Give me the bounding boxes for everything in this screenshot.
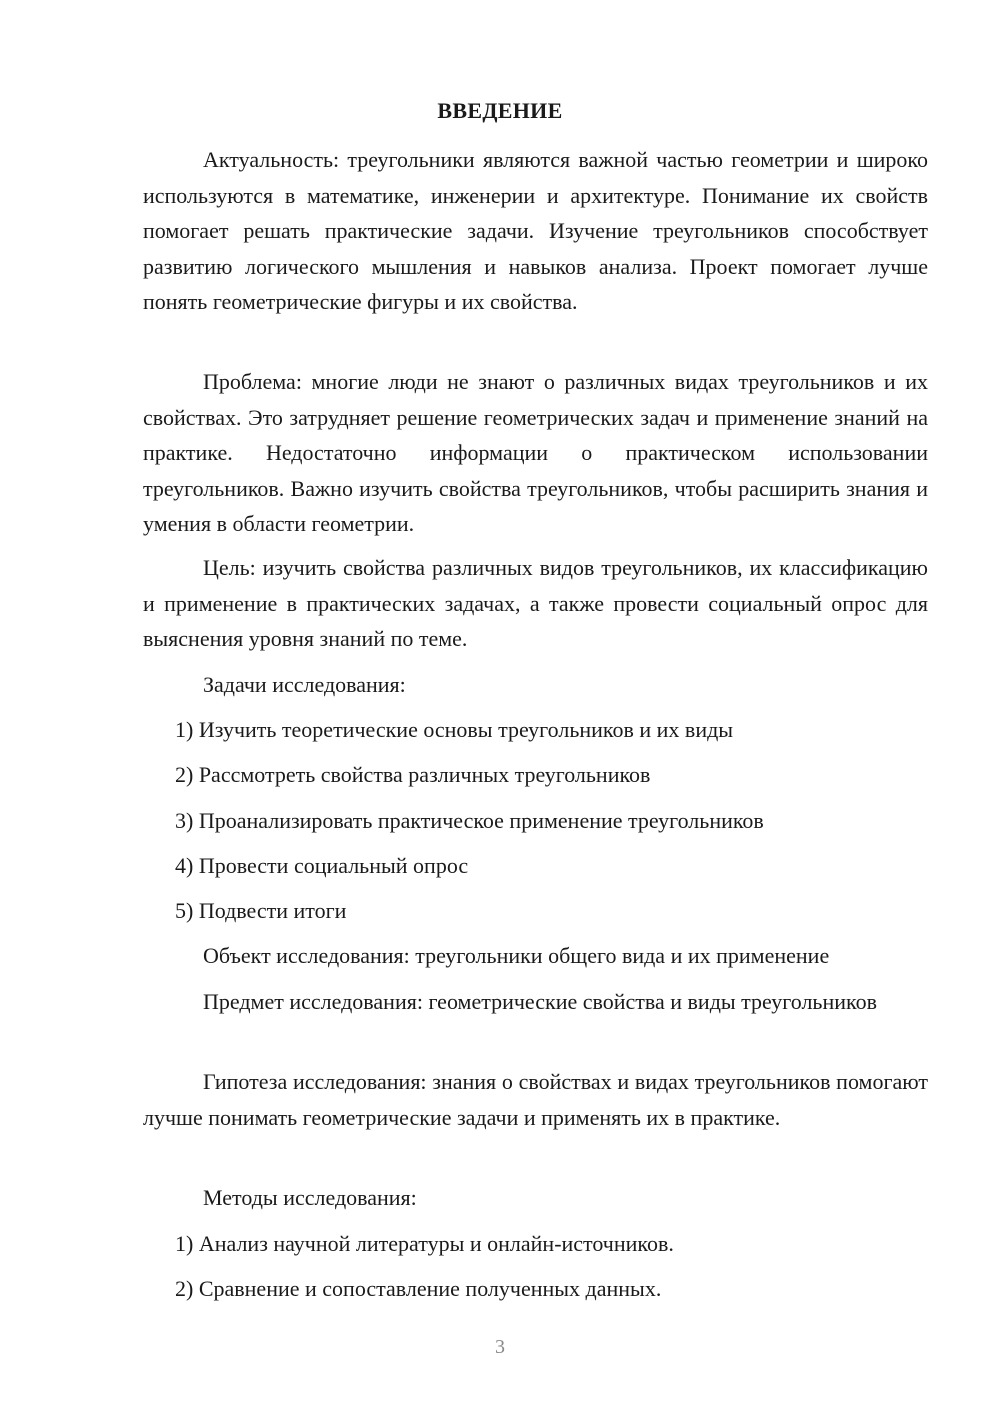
task-item: 2) Рассмотреть свойства различных треугольников (175, 762, 651, 787)
tasks-heading: Задачи исследования: (203, 672, 406, 697)
task-item: 5) Подвести итоги (175, 898, 347, 923)
relevance-paragraph: Актуальность: треугольники являются важной частью геометрии и широко используются в математике, инженерии и архитектуре. Понимание их свойств помогает решать практические задачи. Изучение треугольников способствует развитию логического мышления и навыков анализа. Проект помогает лучше понять геометрические фигуры и их свойства. (143, 147, 928, 314)
method-item: 2) Сравнение и сопоставление полученных данных. (175, 1276, 662, 1301)
method-item: 1) Анализ научной литературы и онлайн-источников. (175, 1231, 674, 1256)
hypothesis-paragraph: Гипотеза исследования: знания о свойствах и видах треугольников помогают лучше понимать геометрические задачи и применять их в практике. (143, 1069, 928, 1130)
object-line: Объект исследования: треугольники общего вида и их применение (203, 943, 830, 968)
subject-paragraph: Предмет исследования: геометрические свойства и виды треугольников (203, 989, 877, 1014)
problem-paragraph: Проблема: многие люди не знают о различных видах треугольников и их свойствах. Это затрудняет решение геометрических задач и применение знаний на практике. Недостаточно информации о практическом использовании треугольников. Важно изучить свойства треугольников, чтобы расширить знания и умения в области геометрии. (143, 369, 928, 536)
task-item: 1) Изучить теоретические основы треугольников и их виды (175, 717, 734, 742)
page-number: 3 (495, 1336, 505, 1358)
task-item: 4) Провести социальный опрос (175, 853, 469, 878)
goal-paragraph: Цель: изучить свойства различных видов треугольников, их классификацию и применение в практических задачах, а также провести социальный опрос для выяснения уровня знаний по теме. (143, 555, 928, 651)
task-item: 3) Проанализировать практическое применение треугольников (175, 808, 764, 833)
methods-heading: Методы исследования: (203, 1185, 417, 1210)
page-title: ВВЕДЕНИЕ (437, 98, 563, 123)
